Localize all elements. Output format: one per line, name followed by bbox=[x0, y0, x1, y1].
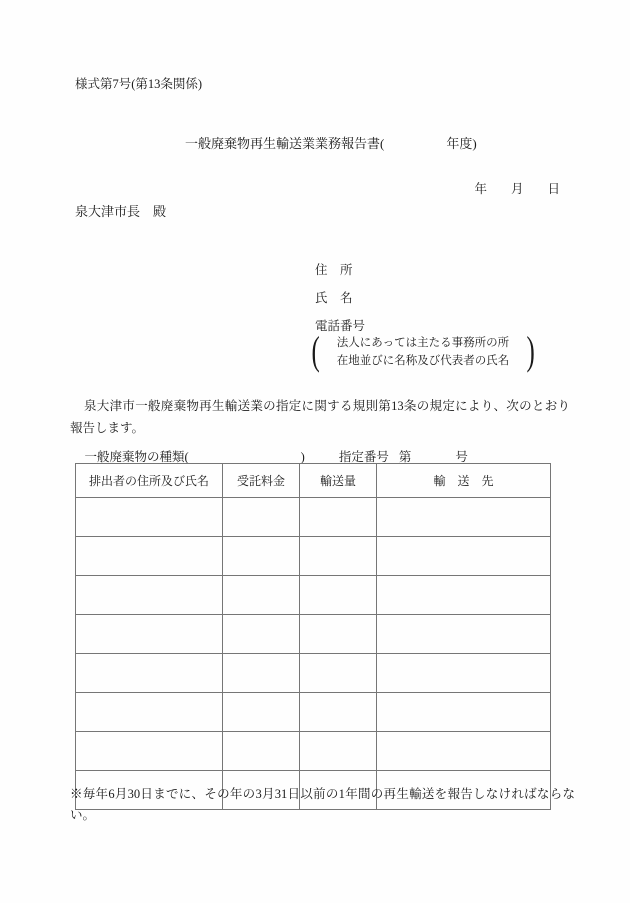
table-cell[interactable] bbox=[223, 498, 300, 537]
table-row bbox=[76, 615, 551, 654]
table-row bbox=[76, 498, 551, 537]
bracket-left-icon: ( bbox=[311, 328, 320, 373]
report-table bbox=[75, 463, 551, 810]
table-cell[interactable] bbox=[76, 576, 223, 615]
table-cell[interactable] bbox=[76, 537, 223, 576]
date-line bbox=[462, 170, 560, 208]
table-row bbox=[76, 693, 551, 732]
table-cell[interactable] bbox=[300, 576, 377, 615]
table-row bbox=[76, 576, 551, 615]
table-cell[interactable] bbox=[377, 498, 551, 537]
corporate-note-line-1: 法人にあっては主たる事務所の所 bbox=[336, 337, 510, 350]
table-cell[interactable] bbox=[223, 654, 300, 693]
table-cell[interactable] bbox=[223, 732, 300, 771]
table-cell[interactable] bbox=[76, 498, 223, 537]
table-cell[interactable] bbox=[76, 732, 223, 771]
footnote-text: ※毎年6月30日までに、その年の3月31日以前の1年間の再生輸送を報告しなければならない。 bbox=[70, 787, 575, 823]
table-cell[interactable] bbox=[377, 615, 551, 654]
form-number-label: 様式第7号(第13条関係) bbox=[75, 77, 203, 91]
table-cell[interactable] bbox=[223, 576, 300, 615]
table-cell[interactable] bbox=[76, 654, 223, 693]
designation-number-label: 指定番号 bbox=[338, 449, 389, 464]
table-cell[interactable] bbox=[300, 693, 377, 732]
document-title-prefix: 一般廃棄物再生輸送業業務報告書( bbox=[185, 136, 385, 151]
addressee-label: 泉大津市長 殿 bbox=[75, 204, 167, 219]
body-paragraph: 泉大津市一般廃棄物再生輸送業の指定に関する規則第13条の規定により、次のとおり報告します。 bbox=[70, 399, 570, 435]
table-cell[interactable] bbox=[223, 615, 300, 654]
waste-type-close-paren: ) bbox=[300, 449, 305, 464]
document-title-suffix: 年度) bbox=[446, 136, 477, 151]
table-row bbox=[76, 732, 551, 771]
table-cell[interactable] bbox=[76, 693, 223, 732]
table-cell[interactable] bbox=[377, 576, 551, 615]
table-header-discharger: 排出者の住所及び氏名 bbox=[76, 464, 223, 498]
applicant-address-label: 住 所 bbox=[315, 263, 353, 277]
table-cell[interactable] bbox=[377, 537, 551, 576]
table-body bbox=[76, 498, 551, 810]
document-title bbox=[172, 124, 477, 163]
designation-number-prefix: 第 bbox=[398, 449, 412, 464]
table-cell[interactable] bbox=[300, 654, 377, 693]
table-header-fee: 受託料金 bbox=[223, 464, 300, 498]
table-row bbox=[76, 654, 551, 693]
table-cell[interactable] bbox=[300, 537, 377, 576]
corporate-note-line-2: 在地並びに名称及び代表者の氏名 bbox=[336, 355, 510, 367]
date-month-label: 月 bbox=[511, 181, 524, 196]
date-day-label: 日 bbox=[547, 181, 561, 196]
table-cell[interactable] bbox=[223, 537, 300, 576]
table-header-destination: 輸 送 先 bbox=[377, 464, 551, 498]
applicant-phone-label: 電話番号 bbox=[315, 319, 366, 333]
bracket-right-icon: ) bbox=[526, 328, 535, 373]
table-cell[interactable] bbox=[377, 654, 551, 693]
corporate-note-block bbox=[309, 328, 537, 373]
table-cell[interactable] bbox=[300, 498, 377, 537]
waste-type-label: 一般廃棄物の種類( bbox=[84, 449, 189, 464]
table-cell[interactable] bbox=[377, 693, 551, 732]
table-cell[interactable] bbox=[377, 732, 551, 771]
table-header-row bbox=[76, 464, 551, 498]
date-year-label: 年 bbox=[474, 181, 488, 196]
corporate-note-text bbox=[322, 335, 523, 371]
table-row bbox=[76, 537, 551, 576]
table-header-volume: 輸送量 bbox=[300, 464, 377, 498]
table-cell[interactable] bbox=[300, 615, 377, 654]
table-cell[interactable] bbox=[223, 693, 300, 732]
applicant-name-label: 氏 名 bbox=[315, 291, 353, 305]
table-cell[interactable] bbox=[300, 732, 377, 771]
designation-number-suffix: 号 bbox=[455, 449, 468, 464]
table-cell[interactable] bbox=[76, 615, 223, 654]
